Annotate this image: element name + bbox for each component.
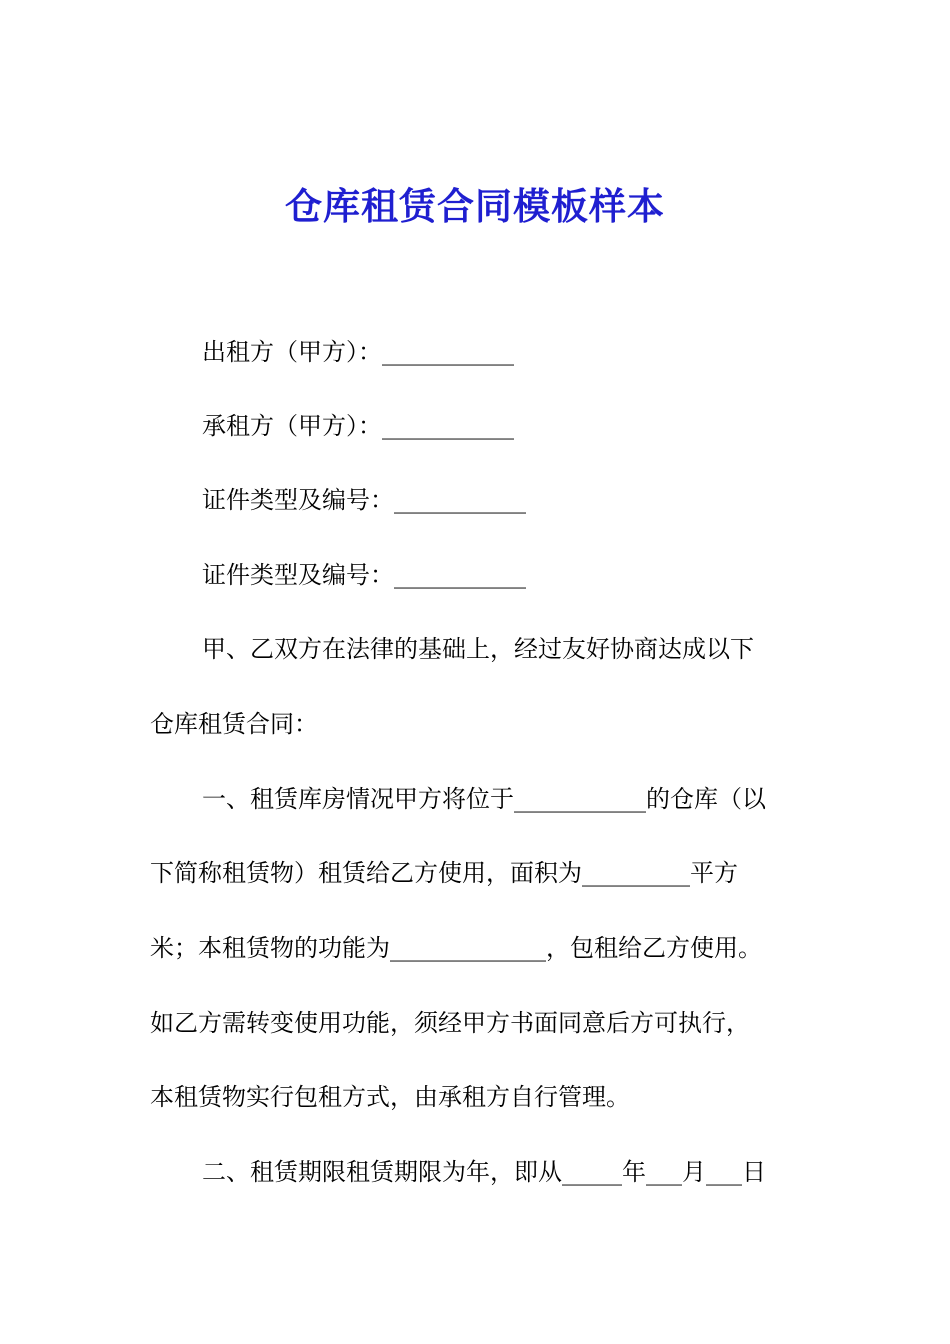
id-type-number-field-2: 证件类型及编号：___________ [202, 561, 526, 589]
clause-1-line-1: 一、租赁库房情况甲方将位于___________的仓库（以 [202, 785, 766, 813]
clause-1-line-5: 本租赁物实行包租方式，由承租方自行管理。 [150, 1083, 630, 1111]
lessee-field: 承租方（甲方）：___________ [202, 412, 514, 440]
id-type-number-field-1: 证件类型及编号：___________ [202, 486, 526, 514]
clause-2-line-1: 二、租赁期限租赁期限为年，即从_____年___月___日 [202, 1158, 766, 1186]
preamble-line-1: 甲、乙双方在法律的基础上，经过友好协商达成以下 [202, 635, 754, 663]
clause-1-line-2: 下简称租赁物）租赁给乙方使用，面积为_________平方 [150, 859, 738, 887]
preamble-line-2: 仓库租赁合同： [150, 710, 318, 738]
clause-1-line-4: 如乙方需转变使用功能，须经甲方书面同意后方可执行， [150, 1009, 750, 1037]
lessor-field: 出租方（甲方）：___________ [202, 338, 514, 366]
clause-1-line-3: 米；本租赁物的功能为_____________，包租给乙方使用。 [150, 934, 762, 962]
document-title: 仓库租赁合同模板样本 [285, 184, 665, 228]
